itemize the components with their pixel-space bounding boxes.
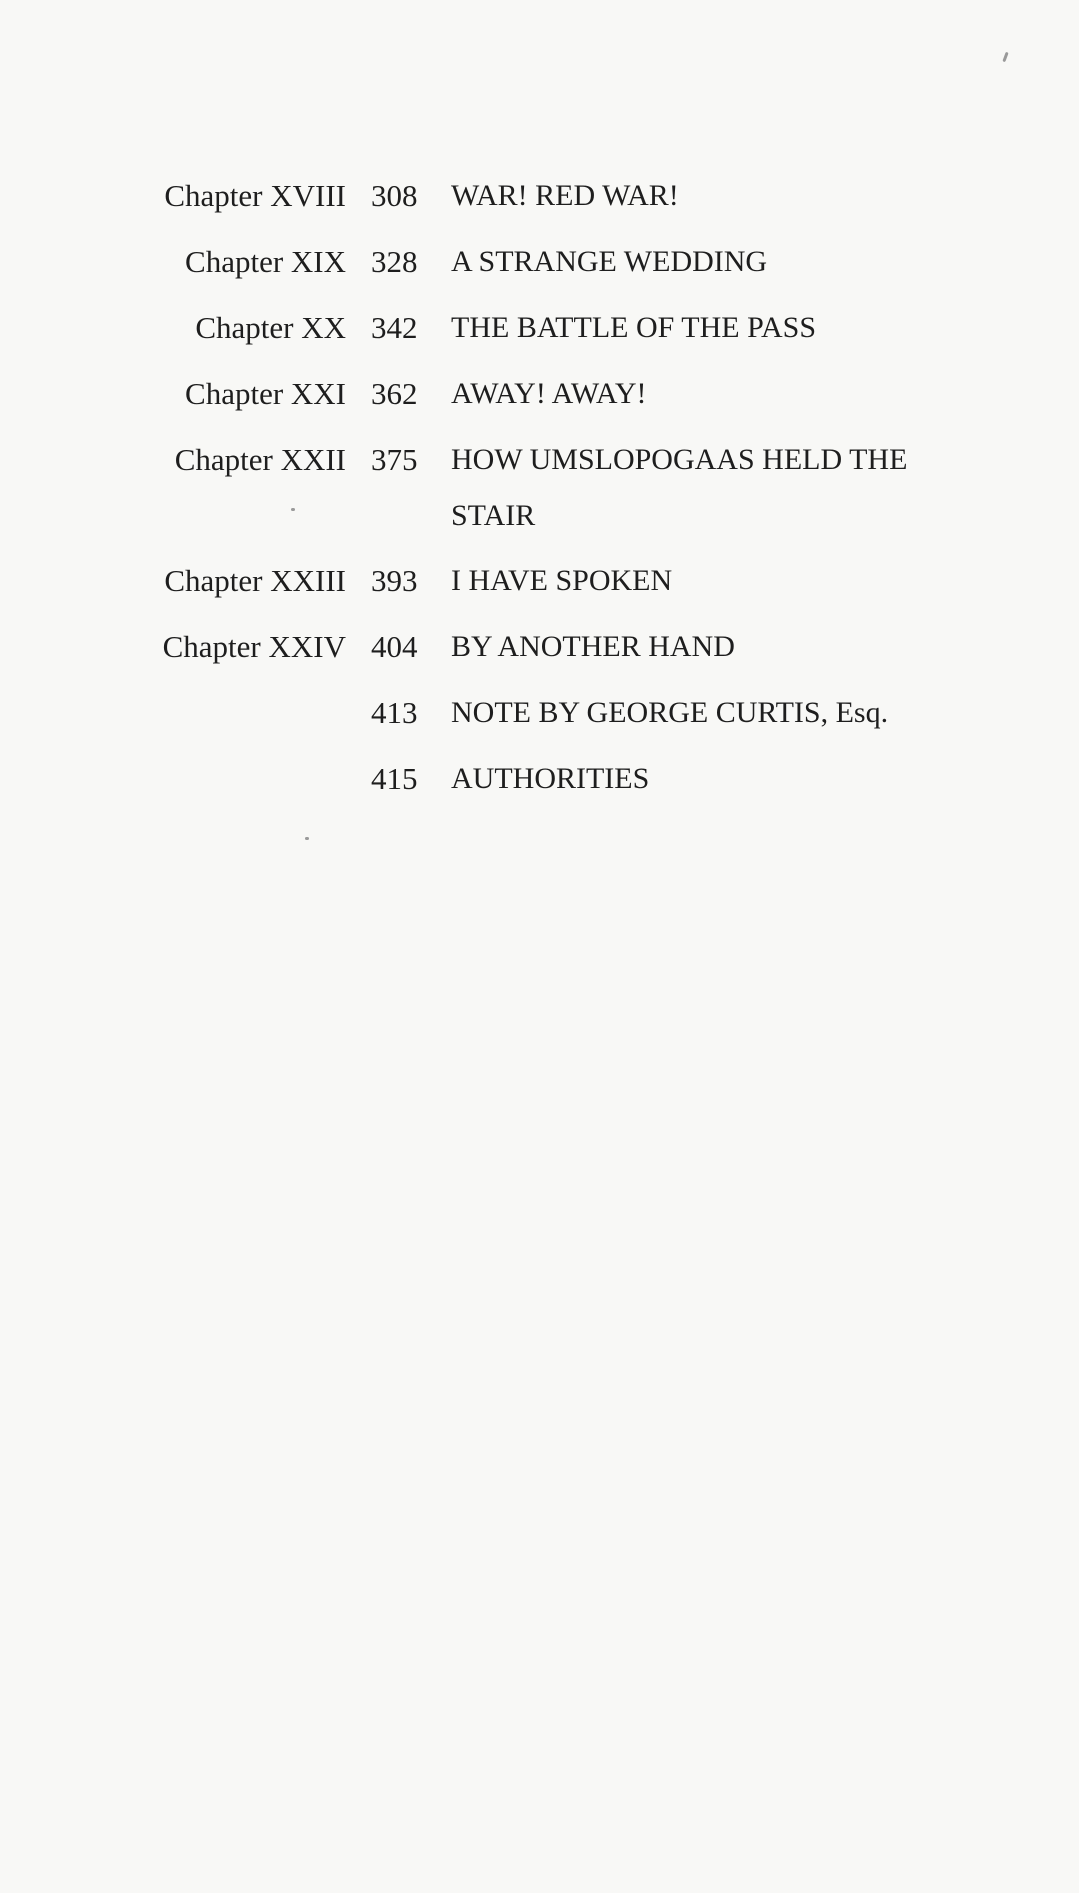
page-number: 328 bbox=[371, 244, 418, 279]
scan-speck bbox=[291, 508, 295, 511]
chapter-label: Chapter XXII bbox=[174, 442, 346, 477]
toc-entry bbox=[0, 619, 1079, 685]
chapter-title: HOW UMSLOPOGAAS HELD THE STAIR bbox=[451, 443, 908, 532]
chapter-label: Chapter XX bbox=[195, 310, 346, 345]
chapter-title: AUTHORITIES bbox=[451, 762, 650, 795]
toc-entry bbox=[0, 366, 1079, 432]
chapter-title: BY ANOTHER HAND bbox=[451, 630, 735, 663]
toc-entry bbox=[0, 553, 1079, 619]
chapter-title: A STRANGE WEDDING bbox=[451, 245, 768, 278]
toc-entry bbox=[0, 685, 1079, 751]
chapter-label: Chapter XIX bbox=[185, 244, 346, 279]
toc-entry bbox=[0, 234, 1079, 300]
page-number: 404 bbox=[371, 629, 418, 664]
chapter-title: I HAVE SPOKEN bbox=[451, 564, 673, 597]
chapter-label: Chapter XXIII bbox=[164, 563, 346, 598]
page-number: 393 bbox=[371, 563, 418, 598]
page-number: 415 bbox=[371, 761, 418, 796]
scan-speck bbox=[305, 837, 309, 840]
toc-entry bbox=[0, 300, 1079, 366]
toc-entry bbox=[0, 751, 1079, 817]
chapter-title: NOTE BY GEORGE CURTIS, Esq. bbox=[451, 696, 889, 729]
chapter-title: THE BATTLE OF THE PASS bbox=[451, 311, 817, 344]
page-number: 362 bbox=[371, 376, 418, 411]
page-number: 375 bbox=[371, 442, 418, 477]
chapter-label: Chapter XXI bbox=[185, 376, 346, 411]
chapter-title: WAR! RED WAR! bbox=[451, 179, 679, 212]
toc-entry bbox=[0, 432, 1079, 553]
toc-entry bbox=[0, 168, 1079, 234]
chapter-label: Chapter XVIII bbox=[164, 178, 346, 213]
scan-speck bbox=[1002, 52, 1008, 62]
chapter-label: Chapter XXIV bbox=[162, 629, 346, 664]
table-of-contents bbox=[0, 168, 1079, 817]
page-number: 308 bbox=[371, 178, 418, 213]
chapter-title: AWAY! AWAY! bbox=[451, 377, 647, 410]
page-number: 413 bbox=[371, 695, 418, 730]
page-number: 342 bbox=[371, 310, 418, 345]
